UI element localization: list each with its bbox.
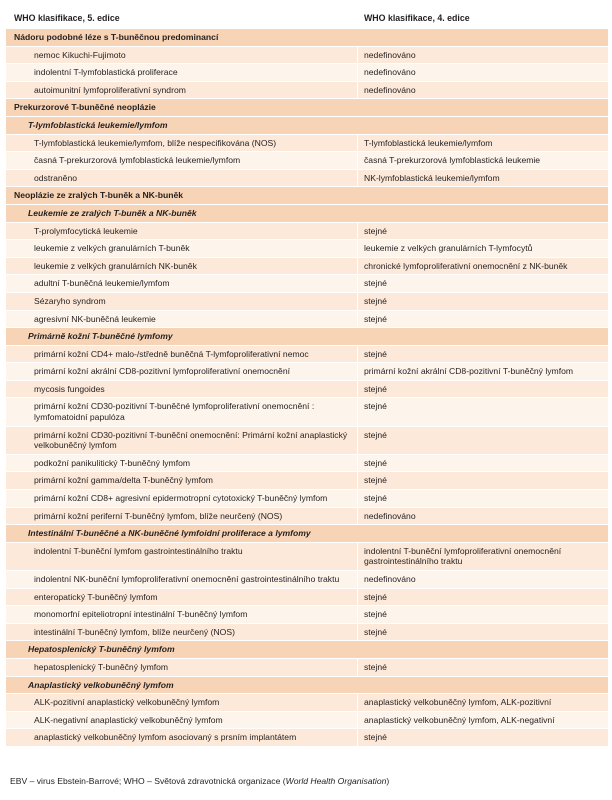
who5-entity: hepatosplenický T-buněčný lymfom bbox=[6, 659, 357, 676]
who4-entity: primární kožní akrální CD8-pozitivní T-buněčný lymfom bbox=[358, 363, 608, 380]
who4-entity: stejné bbox=[358, 624, 608, 641]
who4-entity: stejné bbox=[358, 427, 608, 454]
subsection-heading: Leukemie ze zralých T-buněk a NK-buněk bbox=[6, 204, 608, 222]
who4-entity: stejné bbox=[358, 472, 608, 489]
table-row bbox=[6, 292, 608, 310]
who5-entity: anaplastický velkobuněčný lymfom asociovaný s prsním implantátem bbox=[6, 729, 357, 746]
who5-entity: primární kožní CD30-pozitivní T-buněčné lymfoproliferativní onemocnění : lymfomatoidní papulóza bbox=[6, 398, 357, 425]
who4-entity: stejné bbox=[358, 589, 608, 606]
who5-entity: primární kožní CD4+ malo-/středně buněčná T-lymfoproliferativní nemoc bbox=[6, 346, 357, 363]
who4-entity: chronické lymfoproliferativní onemocnění z NK-buněk bbox=[358, 258, 608, 275]
table-row bbox=[6, 507, 608, 525]
who4-entity: stejné bbox=[358, 659, 608, 676]
section-heading: Neoplázie ze zralých T-buněk a NK-buněk bbox=[6, 186, 608, 204]
table-row bbox=[6, 623, 608, 641]
who5-entity: podkožní panikulitický T-buněčný lymfom bbox=[6, 455, 357, 472]
who4-entity: anaplastický velkobuněčný lymfom, ALK-negativní bbox=[358, 712, 608, 729]
who5-entity: odstraněno bbox=[6, 170, 357, 187]
table-row bbox=[6, 454, 608, 472]
who4-entity: nedefinováno bbox=[358, 82, 608, 99]
who5-entity: intestinální T-buněčný lymfom, blíže neurčený (NOS) bbox=[6, 624, 357, 641]
table-row bbox=[6, 693, 608, 711]
who4-entity: stejné bbox=[358, 311, 608, 328]
table-row bbox=[6, 345, 608, 363]
who5-entity: indolentní T-buněční lymfom gastrointestinálního traktu bbox=[6, 543, 357, 570]
who5-entity: leukemie z velkých granulárních T-buněk bbox=[6, 240, 357, 257]
who5-entity: primární kožní CD30-pozitivní T-buněční onemocnění: Primární kožní anaplastický velkobuněčný lymfom bbox=[6, 427, 357, 454]
who4-entity: nedefinováno bbox=[358, 508, 608, 525]
who4-entity: stejné bbox=[358, 381, 608, 398]
section-heading: Nádoru podobné léze s T-buněčnou predominancí bbox=[6, 28, 608, 46]
table-row bbox=[6, 151, 608, 169]
classification-table bbox=[6, 28, 608, 746]
table-row bbox=[6, 588, 608, 606]
table-row bbox=[6, 426, 608, 454]
table-header bbox=[6, 8, 608, 28]
table-row bbox=[6, 711, 608, 729]
who4-entity: stejné bbox=[358, 606, 608, 623]
who5-entity: T-lymfoblastická leukemie/lymfom, blíže nespecifikována (NOS) bbox=[6, 135, 357, 152]
table-row bbox=[6, 728, 608, 746]
subsection-heading: Hepatosplenický T-buněčný lymfom bbox=[6, 640, 608, 658]
table-row bbox=[6, 380, 608, 398]
table-row bbox=[6, 239, 608, 257]
who5-entity: časná T-prekurzorová lymfoblastická leukemie/lymfom bbox=[6, 152, 357, 169]
table-row bbox=[6, 542, 608, 570]
header-col-who4: WHO klasifikace, 4. edice bbox=[364, 13, 470, 23]
who5-entity: primární kožní CD8+ agresivní epidermotropní cytotoxický T-buněčný lymfom bbox=[6, 490, 357, 507]
who4-entity: stejné bbox=[358, 398, 608, 425]
table-row bbox=[6, 257, 608, 275]
who5-entity: indolentní NK-buněční lymfoproliferativní onemocnění gastrointestinálního traktu bbox=[6, 571, 357, 588]
who4-entity: stejné bbox=[358, 293, 608, 310]
who4-entity: T-lymfoblastická leukemie/lymfom bbox=[358, 135, 608, 152]
who4-entity: indolentní T-buněční lymfoproliferativní onemocnění gastrointestinálního traktu bbox=[358, 543, 608, 570]
who4-entity: leukemie z velkých granulárních T-lymfocytů bbox=[358, 240, 608, 257]
table-row bbox=[6, 274, 608, 292]
who4-entity: stejné bbox=[358, 275, 608, 292]
who5-entity: Sézaryho syndrom bbox=[6, 293, 357, 310]
who5-entity: enteropatický T-buněčný lymfom bbox=[6, 589, 357, 606]
who4-entity: nedefinováno bbox=[358, 64, 608, 81]
table-row bbox=[6, 362, 608, 380]
subsection-heading: T-lymfoblastická leukemie/lymfom bbox=[6, 116, 608, 134]
table-row bbox=[6, 489, 608, 507]
who5-entity: primární kožní gamma/delta T-buněčný lymfom bbox=[6, 472, 357, 489]
who4-entity: anaplastický velkobuněčný lymfom, ALK-pozitivní bbox=[358, 694, 608, 711]
who5-entity: primární kožní periferní T-buněčný lymfom, blíže neurčený (NOS) bbox=[6, 508, 357, 525]
who5-entity: indolentní T-lymfoblastická proliferace bbox=[6, 64, 357, 81]
table-row bbox=[6, 222, 608, 240]
who4-entity: nedefinováno bbox=[358, 571, 608, 588]
table-row bbox=[6, 658, 608, 676]
table-row bbox=[6, 169, 608, 187]
subsection-heading: Intestinální T-buněčné a NK-buněčné lymfoidní proliferace a lymfomy bbox=[6, 524, 608, 542]
who5-entity: autoimunitní lymfoproliferativní syndrom bbox=[6, 82, 357, 99]
table-row bbox=[6, 471, 608, 489]
who5-entity: nemoc Kikuchi-Fujimoto bbox=[6, 47, 357, 64]
who5-entity: leukemie z velkých granulárních NK-buněk bbox=[6, 258, 357, 275]
who4-entity: časná T-prekurzorová lymfoblastická leukemie bbox=[358, 152, 608, 169]
who5-entity: T-prolymfocytická leukemie bbox=[6, 223, 357, 240]
who5-entity: primární kožní akrální CD8-pozitivní lymfoproliferativní onemocnění bbox=[6, 363, 357, 380]
subsection-heading: Primárně kožní T-buněčné lymfomy bbox=[6, 327, 608, 345]
who4-entity: NK-lymfoblastická leukemie/lymfom bbox=[358, 170, 608, 187]
section-heading: Prekurzorové T-buněčné neoplázie bbox=[6, 98, 608, 116]
who4-entity: stejné bbox=[358, 729, 608, 746]
who4-entity: stejné bbox=[358, 346, 608, 363]
who4-entity: stejné bbox=[358, 490, 608, 507]
table-row bbox=[6, 570, 608, 588]
who5-entity: agresivní NK-buněčná leukemie bbox=[6, 311, 357, 328]
table-row bbox=[6, 605, 608, 623]
who4-entity: stejné bbox=[358, 455, 608, 472]
who5-entity: mycosis fungoides bbox=[6, 381, 357, 398]
header-col-who5: WHO klasifikace, 5. edice bbox=[14, 13, 120, 23]
who5-entity: ALK-negativní anaplastický velkobuněčný lymfom bbox=[6, 712, 357, 729]
subsection-heading: Anaplastický velkobuněčný lymfom bbox=[6, 676, 608, 694]
who5-entity: monomorfní epiteliotropní intestinální T-buněčný lymfom bbox=[6, 606, 357, 623]
table-row bbox=[6, 397, 608, 425]
who4-entity: stejné bbox=[358, 223, 608, 240]
footnote: EBV – virus Ebstein-Barrové; WHO – Světová zdravotnická organizace (World Health Organisation) bbox=[10, 776, 390, 786]
who4-entity: nedefinováno bbox=[358, 47, 608, 64]
who5-entity: adultní T-buněčná leukemie/lymfom bbox=[6, 275, 357, 292]
table-row bbox=[6, 134, 608, 152]
table-row bbox=[6, 310, 608, 328]
table-row bbox=[6, 81, 608, 99]
who5-entity: ALK-pozitivní anaplastický velkobuněčný lymfom bbox=[6, 694, 357, 711]
table-row bbox=[6, 46, 608, 64]
table-row bbox=[6, 63, 608, 81]
